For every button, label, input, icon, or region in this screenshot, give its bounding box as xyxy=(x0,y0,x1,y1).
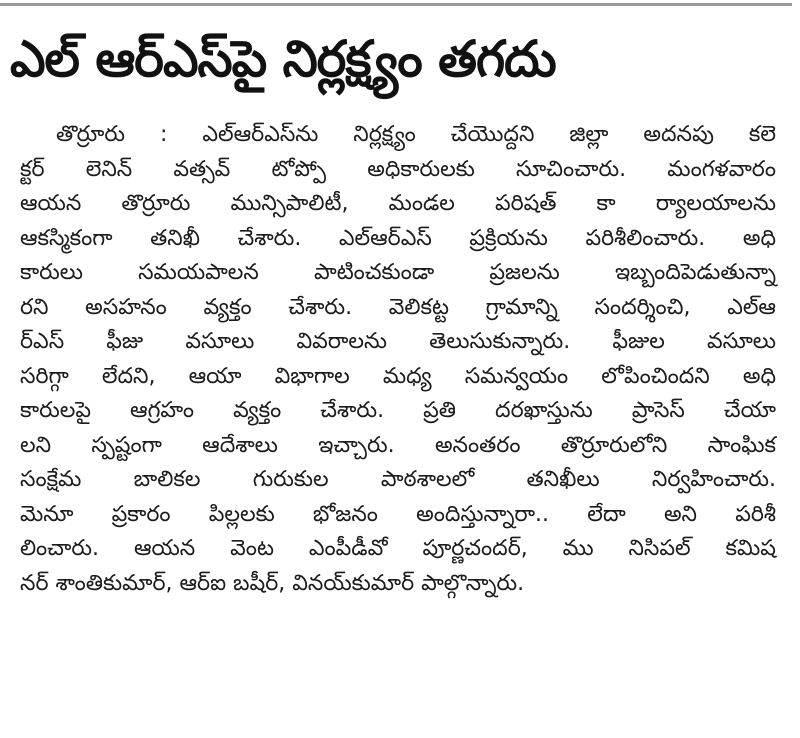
article-line: ర్ఎస్ ఫీజు వసూలు వివరాలను తెలుసుకున్నారు. ఫీజుల వసూలు xyxy=(20,329,776,354)
headline: ఎల్ ఆర్ఎస్‌పై నిర్లక్ష్యం తగదు xyxy=(10,30,556,88)
article-line: ఆయన తొర్రూరు మున్సిపాలిటీ, మండల పరిషత్ కా ర్యాలయాలను xyxy=(20,191,776,216)
article-line: మెనూ ప్రకారం పిల్లలకు భోజనం అందిస్తున్నారా.. లేదా అని పరిశీ xyxy=(20,501,776,527)
article-line: ఆకస్మికంగా తనిఖీ చేశారు. ఎల్‌ఆర్ఎస్ ప్రక్రియను పరిశీలించారు. అధి xyxy=(20,225,776,251)
article-line: రని అసహనం వ్యక్తం చేశారు. వెలికట్ట గ్రామాన్ని సందర్శించి, ఎల్‌ఆ xyxy=(20,294,776,320)
article-line: సంక్షేమ బాలికల గురుకుల పాఠశాలలో తనిఖీలు నిర్వహించారు. xyxy=(20,467,776,492)
top-divider-line xyxy=(0,3,792,6)
article-line: సరిగ్గా లేదని, ఆయా విభాగాల మధ్య సమన్వయం లోపించిందని అధి xyxy=(20,363,776,389)
article-line: తొర్రూరు : ఎల్‌ఆర్ఎస్‌ను నిర్లక్ష్యం చేయొద్దని జిల్లా అదనపు కలె xyxy=(56,122,776,147)
article-line: నర్ శాంతికుమార్, ఆర్ఐ బషీర్, వినయ్‌కుమార్ పాల్గొన్నారు. xyxy=(20,570,525,596)
article-line: క్టర్ లెనిన్ వత్సవ్ టోప్పో అధికారులకు సూచించారు. మంగళవారం xyxy=(20,156,776,182)
article-line: లని స్పష్టంగా ఆదేశాలు ఇచ్చారు. అనంతరం తొర్రూరులోని సాంఘిక xyxy=(20,432,776,458)
article-line: కారులు సమయపాలన పాటించకుండా ప్రజలను ఇబ్బందిపెడుతున్నా xyxy=(20,260,776,285)
article-line: కారులపై ఆగ్రహం వ్యక్తం చేశారు. ప్రతి దరఖాస్తును ప్రాసెస్ చేయా xyxy=(20,398,776,423)
article-line: లించారు. ఆయన వెంట ఎంపీడీవో పూర్ణచందర్, ము నిసిపల్ కమిష xyxy=(20,536,776,561)
article-body xyxy=(20,118,776,601)
